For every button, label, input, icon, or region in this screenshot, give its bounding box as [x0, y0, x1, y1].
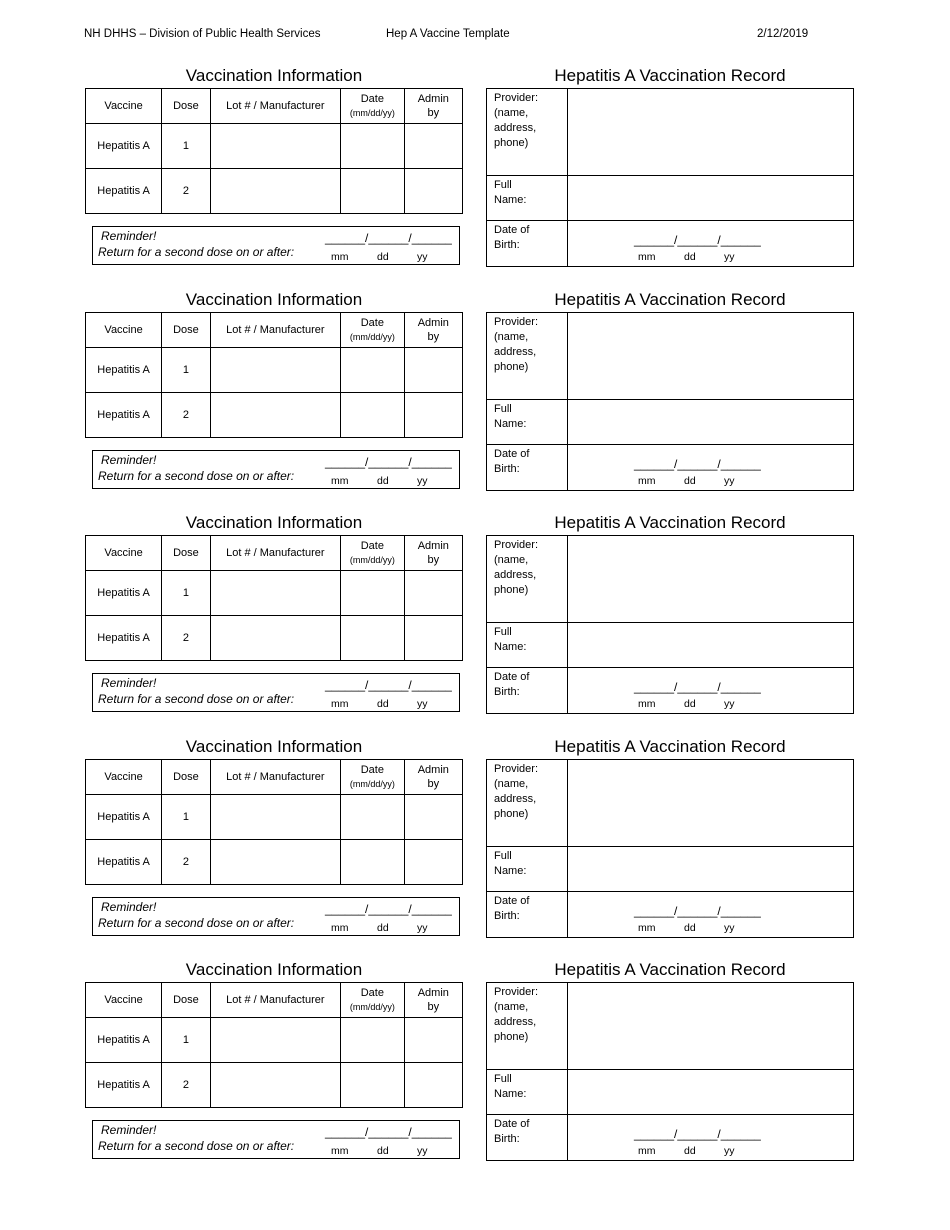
table-header-row — [86, 89, 463, 124]
provider-label — [487, 89, 568, 176]
provider-label-line: (name, — [494, 778, 529, 790]
provider-label-line: (name, — [494, 554, 529, 566]
dob-label — [487, 668, 568, 714]
dob-row — [487, 445, 854, 491]
full-name-row — [487, 623, 854, 668]
reminder-title: Reminder! — [101, 453, 157, 467]
vaccine-cell: Hepatitis A — [86, 169, 162, 214]
provider-label — [487, 760, 568, 847]
reminder-title: Reminder! — [101, 229, 157, 243]
provider-label — [487, 536, 568, 623]
full-name-label-line: Full — [494, 1073, 512, 1085]
label-yy: yy — [417, 475, 428, 487]
col-date-label: Date — [360, 764, 384, 776]
table-header-row — [86, 983, 463, 1018]
lot-field[interactable] — [210, 393, 340, 438]
label-mm: mm — [638, 698, 656, 710]
dose-cell: 1 — [162, 795, 210, 840]
vaccine-card-pair — [0, 290, 950, 514]
provider-label-line: address, — [494, 346, 537, 358]
full-name-label-line: Full — [494, 850, 512, 862]
dob-label-line: Birth: — [494, 463, 520, 475]
col-date-header — [341, 983, 405, 1018]
col-date-header — [341, 536, 405, 571]
dob-label — [487, 1115, 568, 1161]
admin-field[interactable] — [404, 348, 462, 393]
vaccine-card-pair — [0, 513, 950, 737]
date-field[interactable] — [341, 348, 405, 393]
label-dd: dd — [684, 698, 696, 710]
reminder-box — [92, 226, 460, 265]
col-lot-header: Lot # / Manufacturer — [210, 89, 340, 124]
second-dose-date-field[interactable]: ______/______/______ — [325, 1125, 452, 1139]
full-name-label-line: Name: — [494, 865, 527, 877]
label-dd: dd — [377, 251, 389, 263]
date-part-labels — [331, 251, 437, 263]
provider-label-line: address, — [494, 793, 537, 805]
date-part-labels — [331, 475, 437, 487]
reminder-box — [92, 450, 460, 489]
table-row — [86, 169, 463, 214]
provider-label-line: phone) — [494, 808, 529, 820]
dob-row — [487, 1115, 854, 1161]
label-mm: mm — [638, 251, 656, 263]
full-name-label-line: Name: — [494, 194, 527, 206]
date-field[interactable] — [341, 616, 405, 661]
header-organization: NH DHHS – Division of Public Health Services — [84, 28, 321, 40]
col-admin-label: Admin — [417, 987, 449, 999]
dob-date-part-labels — [638, 697, 744, 712]
col-admin-header — [404, 313, 462, 348]
reminder-title: Reminder! — [101, 1123, 157, 1137]
full-name-label — [487, 623, 568, 668]
provider-field[interactable] — [568, 89, 854, 176]
provider-label-line: Provider: — [494, 763, 539, 775]
full-name-label-line: Name: — [494, 1088, 527, 1100]
date-field[interactable] — [341, 840, 405, 885]
dob-row — [487, 892, 854, 938]
dob-field[interactable] — [568, 892, 854, 938]
label-mm: mm — [638, 475, 656, 487]
col-date-format: (mm/dd/yy) — [349, 779, 395, 789]
reminder-box — [92, 1120, 460, 1159]
full-name-label-line: Name: — [494, 641, 527, 653]
provider-label-line: address, — [494, 1016, 537, 1028]
col-admin-header — [404, 983, 462, 1018]
dob-row — [487, 221, 854, 267]
table-row — [86, 348, 463, 393]
label-yy: yy — [724, 475, 735, 487]
label-dd: dd — [684, 922, 696, 934]
reminder-text: Return for a second dose on or after: — [98, 692, 295, 706]
admin-field[interactable] — [404, 840, 462, 885]
full-name-label-line: Full — [494, 626, 512, 638]
header-date: 2/12/2019 — [757, 28, 809, 40]
admin-field[interactable] — [404, 616, 462, 661]
provider-label-line: address, — [494, 122, 537, 134]
full-name-field[interactable] — [568, 176, 854, 221]
col-vaccine-header: Vaccine — [86, 983, 162, 1018]
vaccination-record-table — [486, 312, 854, 491]
label-mm: mm — [331, 922, 349, 934]
table-row — [86, 795, 463, 840]
label-dd: dd — [377, 922, 389, 934]
dob-label-line: Birth: — [494, 239, 520, 251]
vaccination-info-title: Vaccination Information — [185, 960, 363, 979]
provider-field[interactable] — [568, 760, 854, 847]
dob-date-blank[interactable]: ______/______/______ — [634, 233, 761, 247]
dob-field[interactable] — [568, 1115, 854, 1161]
label-mm: mm — [331, 1145, 349, 1157]
vaccination-record-title: Hepatitis A Vaccination Record — [554, 290, 786, 309]
table-header-row — [86, 760, 463, 795]
dob-label-line: Date of — [494, 1118, 530, 1130]
provider-label-line: Provider: — [494, 986, 539, 998]
second-dose-date-field[interactable]: ______/______/______ — [325, 231, 452, 245]
dob-date-blank[interactable]: ______/______/______ — [634, 1127, 761, 1141]
full-name-field[interactable] — [568, 623, 854, 668]
full-name-label — [487, 847, 568, 892]
col-date-format: (mm/dd/yy) — [349, 332, 395, 342]
vaccine-cell: Hepatitis A — [86, 840, 162, 885]
full-name-label — [487, 400, 568, 445]
vaccine-cell: Hepatitis A — [86, 571, 162, 616]
provider-row — [487, 760, 854, 847]
label-dd: dd — [377, 1145, 389, 1157]
dob-date-blank[interactable]: ______/______/______ — [634, 904, 761, 918]
col-date-label: Date — [360, 93, 384, 105]
provider-row — [487, 983, 854, 1070]
provider-label-line: Provider: — [494, 92, 539, 104]
admin-field[interactable] — [404, 1018, 462, 1063]
label-yy: yy — [417, 922, 428, 934]
provider-field[interactable] — [568, 983, 854, 1070]
vaccination-record-title: Hepatitis A Vaccination Record — [554, 513, 786, 532]
vaccine-cell: Hepatitis A — [86, 1063, 162, 1108]
dose-cell: 2 — [162, 393, 210, 438]
full-name-label-line: Full — [494, 179, 512, 191]
reminder-title: Reminder! — [101, 676, 157, 690]
reminder-title: Reminder! — [101, 900, 157, 914]
table-row — [86, 1063, 463, 1108]
admin-field[interactable] — [404, 393, 462, 438]
table-row — [86, 840, 463, 885]
provider-label-line: (name, — [494, 1001, 529, 1013]
col-admin-label-2: by — [427, 1001, 440, 1013]
vaccine-cell: Hepatitis A — [86, 616, 162, 661]
vaccination-info-title: Vaccination Information — [185, 66, 363, 85]
reminder-text: Return for a second dose on or after: — [98, 469, 295, 483]
col-admin-label: Admin — [417, 764, 449, 776]
col-admin-label-2: by — [427, 331, 440, 343]
col-lot-header: Lot # / Manufacturer — [210, 983, 340, 1018]
date-part-labels — [331, 698, 437, 710]
full-name-row — [487, 176, 854, 221]
reminder-box — [92, 673, 460, 712]
admin-field[interactable] — [404, 169, 462, 214]
provider-row — [487, 313, 854, 400]
lot-field[interactable] — [210, 616, 340, 661]
col-dose-header: Dose — [162, 536, 210, 571]
col-admin-header — [404, 760, 462, 795]
date-field[interactable] — [341, 1018, 405, 1063]
provider-label-line: phone) — [494, 584, 529, 596]
provider-field[interactable] — [568, 313, 854, 400]
col-date-label: Date — [360, 987, 384, 999]
col-admin-label-2: by — [427, 778, 440, 790]
vaccine-cell: Hepatitis A — [86, 795, 162, 840]
admin-field[interactable] — [404, 1063, 462, 1108]
label-dd: dd — [377, 698, 389, 710]
vaccination-info-table — [85, 759, 463, 885]
provider-label-line: Provider: — [494, 316, 539, 328]
table-header-row — [86, 536, 463, 571]
lot-field[interactable] — [210, 795, 340, 840]
lot-field[interactable] — [210, 348, 340, 393]
label-yy: yy — [724, 698, 735, 710]
dob-label — [487, 445, 568, 491]
vaccine-card-pair — [0, 737, 950, 961]
dob-date-part-labels — [638, 474, 744, 489]
col-vaccine-header: Vaccine — [86, 313, 162, 348]
second-dose-date-field[interactable]: ______/______/______ — [325, 455, 452, 469]
label-mm: mm — [638, 1145, 656, 1157]
provider-label-line: phone) — [494, 1031, 529, 1043]
col-admin-label-2: by — [427, 107, 440, 119]
vaccination-info-title: Vaccination Information — [185, 290, 363, 309]
provider-label-line: phone) — [494, 361, 529, 373]
label-yy: yy — [417, 251, 428, 263]
col-dose-header: Dose — [162, 983, 210, 1018]
label-yy: yy — [724, 251, 735, 263]
vaccine-cell: Hepatitis A — [86, 348, 162, 393]
vaccine-cell: Hepatitis A — [86, 124, 162, 169]
dose-cell: 2 — [162, 840, 210, 885]
label-yy: yy — [724, 922, 735, 934]
col-date-format: (mm/dd/yy) — [349, 108, 395, 118]
col-dose-header: Dose — [162, 760, 210, 795]
dob-field[interactable] — [568, 445, 854, 491]
reminder-text: Return for a second dose on or after: — [98, 916, 295, 930]
second-dose-date-field[interactable]: ______/______/______ — [325, 678, 452, 692]
dob-label-line: Birth: — [494, 686, 520, 698]
admin-field[interactable] — [404, 124, 462, 169]
header-document-title: Hep A Vaccine Template — [386, 28, 510, 40]
label-mm: mm — [331, 251, 349, 263]
lot-field[interactable] — [210, 840, 340, 885]
provider-label-line: (name, — [494, 107, 529, 119]
dob-date-part-labels — [638, 1144, 744, 1159]
vaccination-info-title: Vaccination Information — [185, 513, 363, 532]
label-yy: yy — [417, 698, 428, 710]
vaccination-record-table — [486, 88, 854, 267]
vaccine-cell: Hepatitis A — [86, 393, 162, 438]
reminder-text: Return for a second dose on or after: — [98, 1139, 295, 1153]
table-row — [86, 1018, 463, 1063]
dose-cell: 1 — [162, 348, 210, 393]
vaccination-info-table — [85, 312, 463, 438]
provider-label-line: address, — [494, 569, 537, 581]
dose-cell: 1 — [162, 124, 210, 169]
col-admin-label: Admin — [417, 93, 449, 105]
dob-date-part-labels — [638, 921, 744, 936]
dob-row — [487, 668, 854, 714]
provider-label — [487, 313, 568, 400]
col-dose-header: Dose — [162, 89, 210, 124]
provider-field[interactable] — [568, 536, 854, 623]
vaccination-info-title: Vaccination Information — [185, 737, 363, 756]
vaccine-card-pair — [0, 960, 950, 1184]
col-admin-label: Admin — [417, 540, 449, 552]
dob-label-line: Birth: — [494, 1133, 520, 1145]
table-row — [86, 124, 463, 169]
full-name-row — [487, 400, 854, 445]
col-admin-label-2: by — [427, 554, 440, 566]
date-field[interactable] — [341, 1063, 405, 1108]
full-name-label-line: Full — [494, 403, 512, 415]
col-lot-header: Lot # / Manufacturer — [210, 536, 340, 571]
reminder-box — [92, 897, 460, 936]
dob-field[interactable] — [568, 221, 854, 267]
lot-field[interactable] — [210, 169, 340, 214]
lot-field[interactable] — [210, 1018, 340, 1063]
col-date-label: Date — [360, 540, 384, 552]
dob-label-line: Date of — [494, 448, 530, 460]
full-name-label — [487, 1070, 568, 1115]
label-yy: yy — [724, 1145, 735, 1157]
admin-field[interactable] — [404, 795, 462, 840]
col-date-header — [341, 313, 405, 348]
label-mm: mm — [331, 475, 349, 487]
vaccination-info-table — [85, 982, 463, 1108]
date-field[interactable] — [341, 393, 405, 438]
dose-cell: 2 — [162, 169, 210, 214]
col-date-format: (mm/dd/yy) — [349, 1002, 395, 1012]
full-name-row — [487, 1070, 854, 1115]
provider-label-line: Provider: — [494, 539, 539, 551]
dob-label — [487, 221, 568, 267]
vaccination-record-title: Hepatitis A Vaccination Record — [554, 737, 786, 756]
label-mm: mm — [638, 922, 656, 934]
col-date-label: Date — [360, 317, 384, 329]
lot-field[interactable] — [210, 124, 340, 169]
col-admin-header — [404, 89, 462, 124]
full-name-label-line: Name: — [494, 418, 527, 430]
date-field[interactable] — [341, 124, 405, 169]
dob-label — [487, 892, 568, 938]
provider-label-line: phone) — [494, 137, 529, 149]
full-name-row — [487, 847, 854, 892]
dose-cell: 1 — [162, 571, 210, 616]
dob-label-line: Date of — [494, 671, 530, 683]
provider-row — [487, 89, 854, 176]
full-name-field[interactable] — [568, 400, 854, 445]
full-name-field[interactable] — [568, 847, 854, 892]
dose-cell: 2 — [162, 616, 210, 661]
reminder-text: Return for a second dose on or after: — [98, 245, 295, 259]
dob-date-blank[interactable]: ______/______/______ — [634, 457, 761, 471]
date-field[interactable] — [341, 169, 405, 214]
col-vaccine-header: Vaccine — [86, 89, 162, 124]
vaccination-info-table — [85, 88, 463, 214]
dose-cell: 2 — [162, 1063, 210, 1108]
dob-label-line: Birth: — [494, 910, 520, 922]
col-date-header — [341, 760, 405, 795]
lot-field[interactable] — [210, 1063, 340, 1108]
provider-label-line: (name, — [494, 331, 529, 343]
col-vaccine-header: Vaccine — [86, 536, 162, 571]
dob-date-blank[interactable]: ______/______/______ — [634, 680, 761, 694]
date-part-labels — [331, 1145, 437, 1157]
date-field[interactable] — [341, 571, 405, 616]
lot-field[interactable] — [210, 571, 340, 616]
col-date-header — [341, 89, 405, 124]
label-dd: dd — [684, 475, 696, 487]
table-header-row — [86, 313, 463, 348]
col-admin-label: Admin — [417, 317, 449, 329]
dose-cell: 1 — [162, 1018, 210, 1063]
admin-field[interactable] — [404, 571, 462, 616]
col-date-format: (mm/dd/yy) — [349, 555, 395, 565]
table-row — [86, 616, 463, 661]
provider-label — [487, 983, 568, 1070]
label-dd: dd — [377, 475, 389, 487]
provider-row — [487, 536, 854, 623]
vaccination-record-title: Hepatitis A Vaccination Record — [554, 66, 786, 85]
full-name-field[interactable] — [568, 1070, 854, 1115]
label-dd: dd — [684, 1145, 696, 1157]
date-part-labels — [331, 922, 437, 934]
vaccination-record-table — [486, 759, 854, 938]
table-row — [86, 571, 463, 616]
col-admin-header — [404, 536, 462, 571]
full-name-label — [487, 176, 568, 221]
table-row — [86, 393, 463, 438]
label-yy: yy — [417, 1145, 428, 1157]
dob-field[interactable] — [568, 668, 854, 714]
date-field[interactable] — [341, 795, 405, 840]
vaccination-record-title: Hepatitis A Vaccination Record — [554, 960, 786, 979]
col-lot-header: Lot # / Manufacturer — [210, 760, 340, 795]
dob-label-line: Date of — [494, 895, 530, 907]
vaccination-info-table — [85, 535, 463, 661]
label-dd: dd — [684, 251, 696, 263]
dob-label-line: Date of — [494, 224, 530, 236]
dob-date-part-labels — [638, 250, 744, 265]
col-dose-header: Dose — [162, 313, 210, 348]
vaccination-record-table — [486, 535, 854, 714]
vaccination-record-table — [486, 982, 854, 1161]
vaccine-card-pair — [0, 66, 950, 290]
label-mm: mm — [331, 698, 349, 710]
vaccine-cell: Hepatitis A — [86, 1018, 162, 1063]
col-vaccine-header: Vaccine — [86, 760, 162, 795]
second-dose-date-field[interactable]: ______/______/______ — [325, 902, 452, 916]
col-lot-header: Lot # / Manufacturer — [210, 313, 340, 348]
